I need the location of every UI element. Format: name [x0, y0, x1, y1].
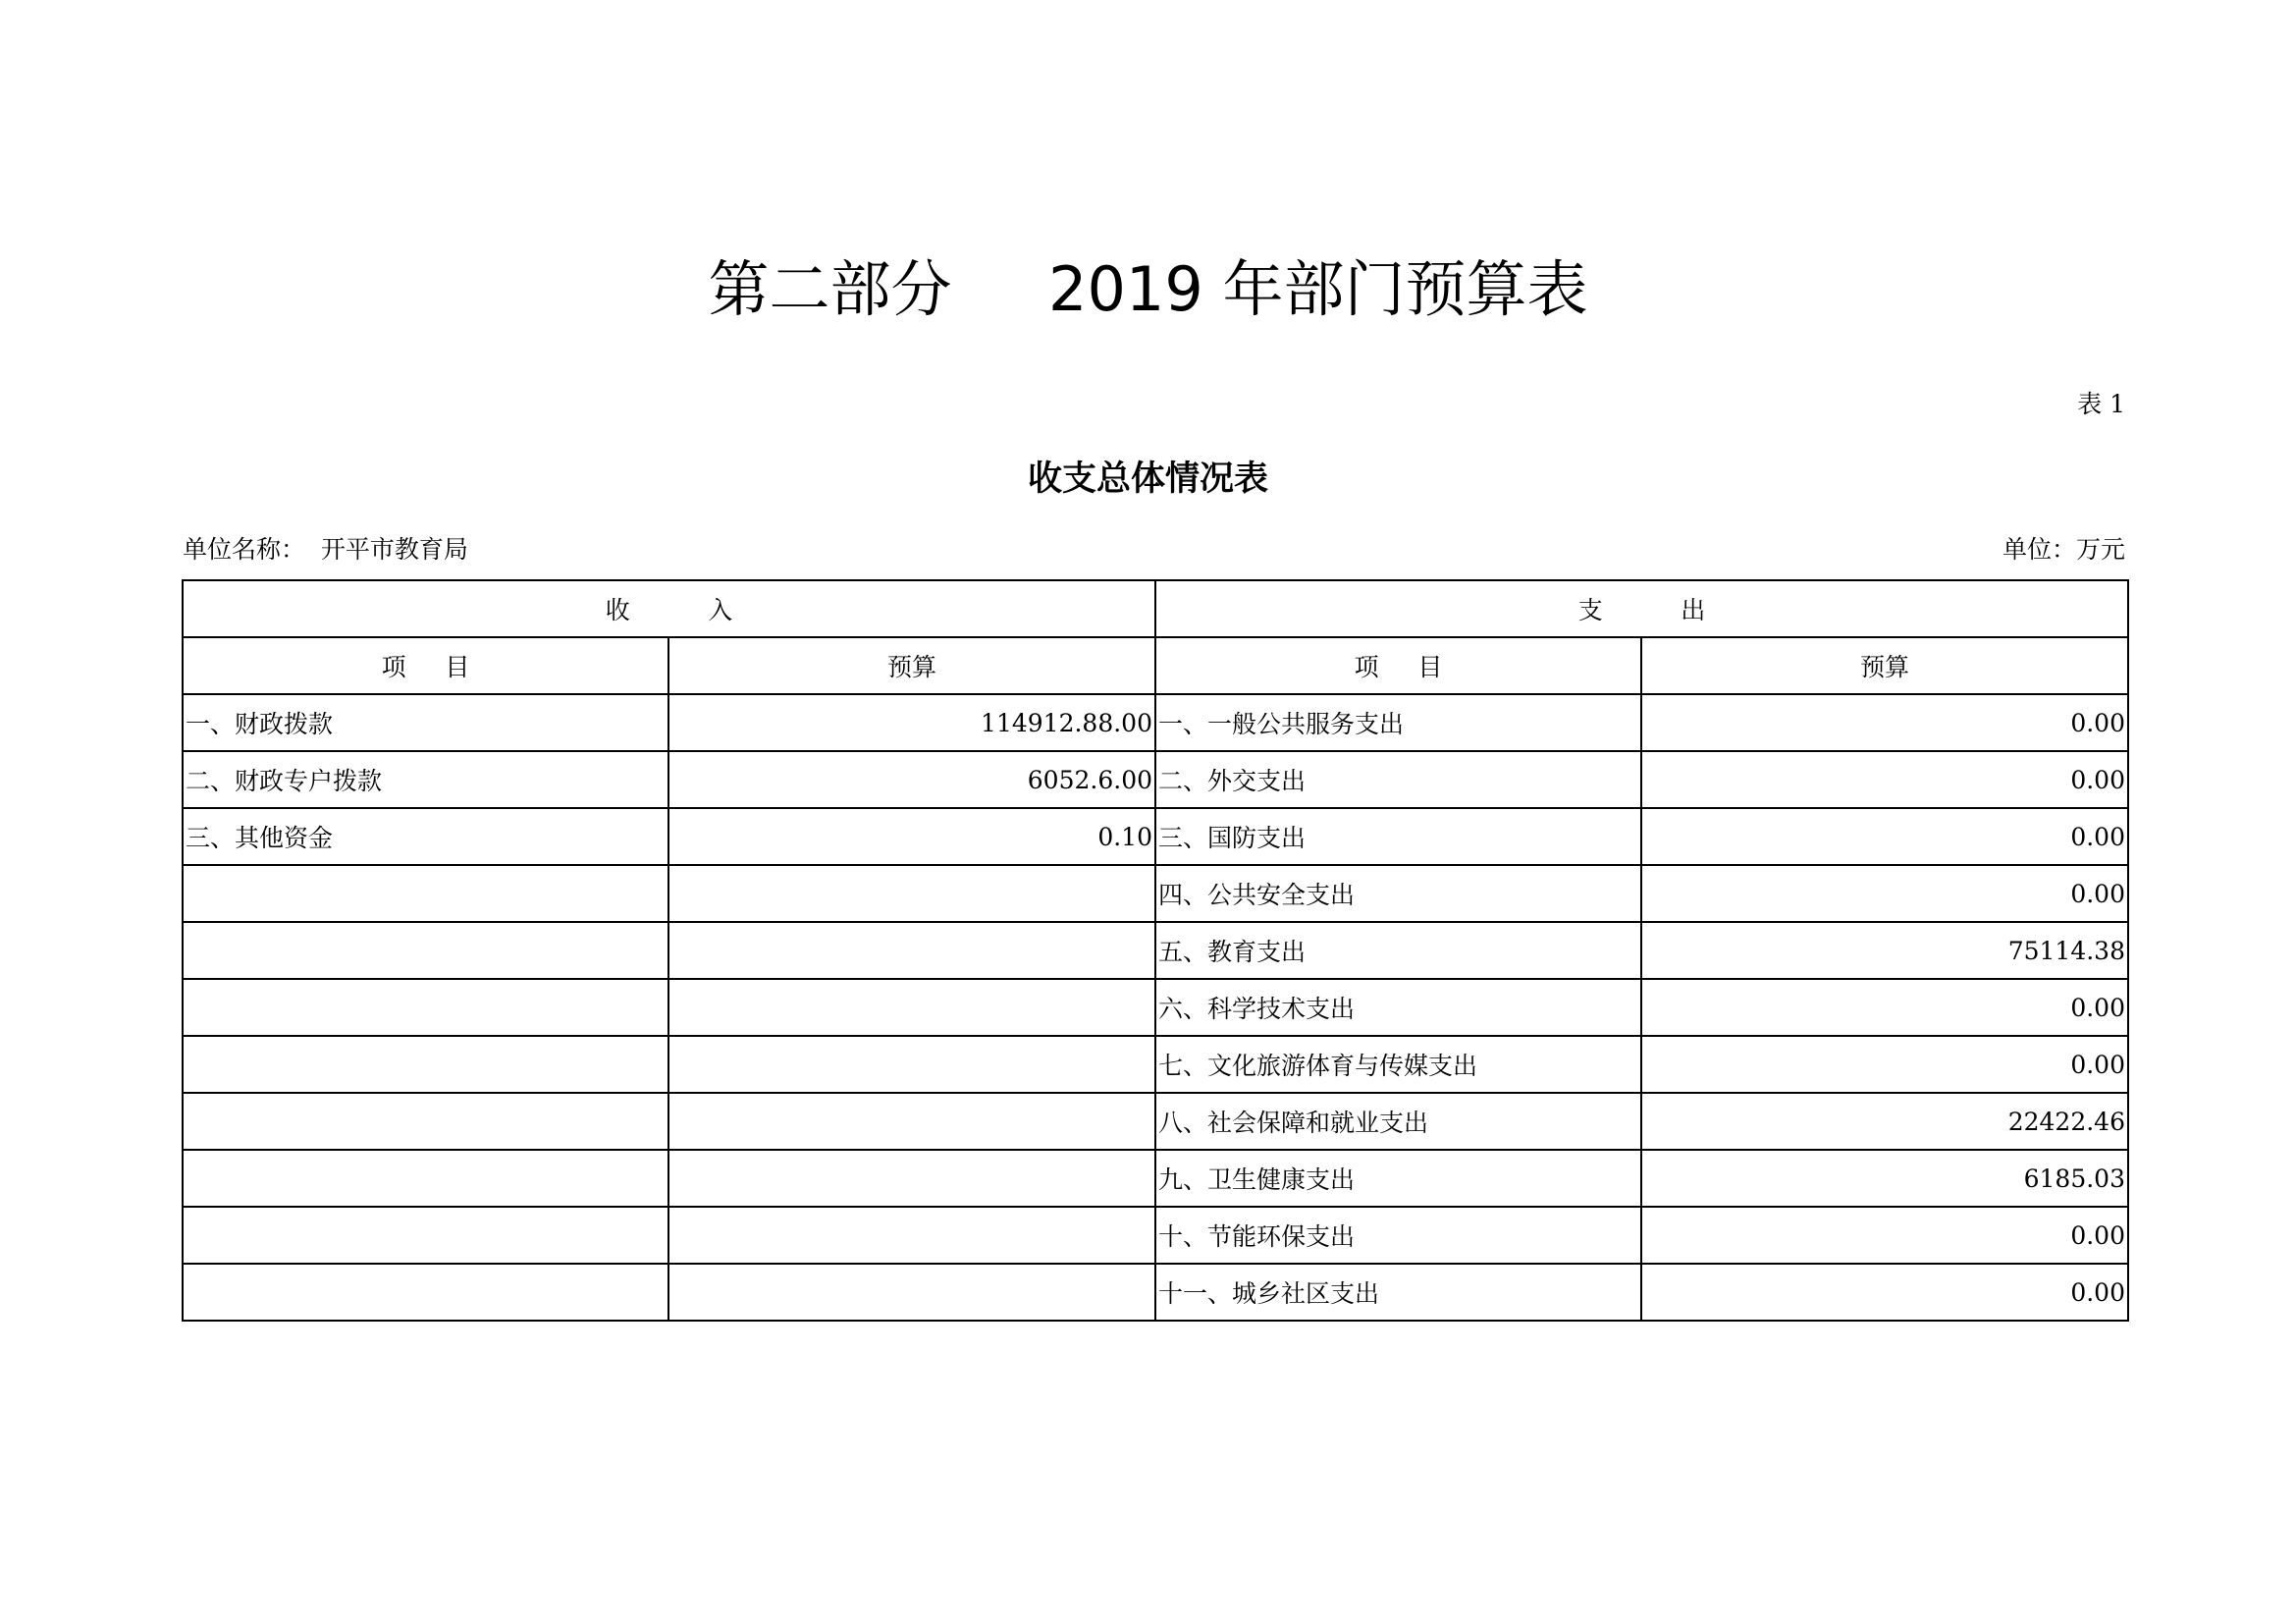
expense-budget-cell: 0.00 — [1641, 1207, 2128, 1264]
income-budget-cell — [668, 1150, 1155, 1207]
expense-budget-cell: 0.00 — [1641, 808, 2128, 865]
expense-budget-cell: 6185.03 — [1641, 1150, 2128, 1207]
expense-budget-cell: 0.00 — [1641, 751, 2128, 808]
expense-budget-cell: 75114.38 — [1641, 922, 2128, 979]
column-header-row — [183, 637, 2128, 694]
income-budget-cell — [668, 1207, 1155, 1264]
income-item-cell — [183, 1207, 668, 1264]
income-item-cell — [183, 1150, 668, 1207]
unit-label: 单位：万元 — [2002, 535, 2125, 564]
expense-budget-header: 预算 — [1641, 637, 2128, 694]
table-row — [183, 1150, 2128, 1207]
expense-budget-cell: 22422.46 — [1641, 1093, 2128, 1150]
income-budget-cell — [668, 922, 1155, 979]
income-header: 收 入 — [183, 580, 1155, 637]
income-item-cell: 二、财政专户拨款 — [183, 751, 668, 808]
income-budget-cell: 0.10 — [668, 808, 1155, 865]
income-budget-header: 预算 — [668, 637, 1155, 694]
expense-item-cell: 三、国防支出 — [1155, 808, 1641, 865]
table-title: 收支总体情况表 — [1027, 460, 1268, 499]
expense-item-cell: 八、社会保障和就业支出 — [1155, 1093, 1641, 1150]
expense-header: 支 出 — [1155, 580, 2128, 637]
income-budget-cell — [668, 1264, 1155, 1321]
expense-item-cell: 二、外交支出 — [1155, 751, 1641, 808]
income-item-cell — [183, 979, 668, 1036]
page-title: 第二部分 2019 年部门预算表 — [708, 253, 1588, 325]
income-item-cell — [183, 1093, 668, 1150]
table-number: 表 1 — [2077, 390, 2125, 418]
income-item-cell — [183, 1264, 668, 1321]
expense-item-cell: 五、教育支出 — [1155, 922, 1641, 979]
expense-item-cell: 六、科学技术支出 — [1155, 979, 1641, 1036]
table-row — [183, 979, 2128, 1036]
expense-item-cell: 十、节能环保支出 — [1155, 1207, 1641, 1264]
income-item-cell: 一、财政拨款 — [183, 694, 668, 751]
income-budget-cell — [668, 1036, 1155, 1093]
table-row — [183, 865, 2128, 922]
expense-budget-cell: 0.00 — [1641, 694, 2128, 751]
table-row — [183, 1093, 2128, 1150]
expense-item-cell: 一、一般公共服务支出 — [1155, 694, 1641, 751]
income-budget-cell — [668, 979, 1155, 1036]
income-budget-cell: 114912.88.00 — [668, 694, 1155, 751]
expense-budget-cell: 0.00 — [1641, 1264, 2128, 1321]
income-item-cell — [183, 1036, 668, 1093]
table-row — [183, 1036, 2128, 1093]
income-item-cell: 三、其他资金 — [183, 808, 668, 865]
expense-item-cell: 十一、城乡社区支出 — [1155, 1264, 1641, 1321]
expense-item-header: 项 目 — [1155, 637, 1641, 694]
table-row — [183, 694, 2128, 751]
expense-item-cell: 七、文化旅游体育与传媒支出 — [1155, 1036, 1641, 1093]
section-header-row — [183, 580, 2128, 637]
income-item-cell — [183, 865, 668, 922]
expense-item-cell: 四、公共安全支出 — [1155, 865, 1641, 922]
income-item-header: 项 目 — [183, 637, 668, 694]
income-budget-cell — [668, 1093, 1155, 1150]
table-row — [183, 808, 2128, 865]
income-budget-cell: 6052.6.00 — [668, 751, 1155, 808]
unit-name-label: 单位名称： 开平市教育局 — [183, 535, 468, 564]
income-item-cell — [183, 922, 668, 979]
expense-budget-cell: 0.00 — [1641, 865, 2128, 922]
table-row — [183, 922, 2128, 979]
table-row — [183, 1264, 2128, 1321]
expense-budget-cell: 0.00 — [1641, 979, 2128, 1036]
table-row — [183, 1207, 2128, 1264]
budget-table — [182, 579, 2129, 1322]
income-budget-cell — [668, 865, 1155, 922]
expense-item-cell: 九、卫生健康支出 — [1155, 1150, 1641, 1207]
expense-budget-cell: 0.00 — [1641, 1036, 2128, 1093]
table-row — [183, 751, 2128, 808]
